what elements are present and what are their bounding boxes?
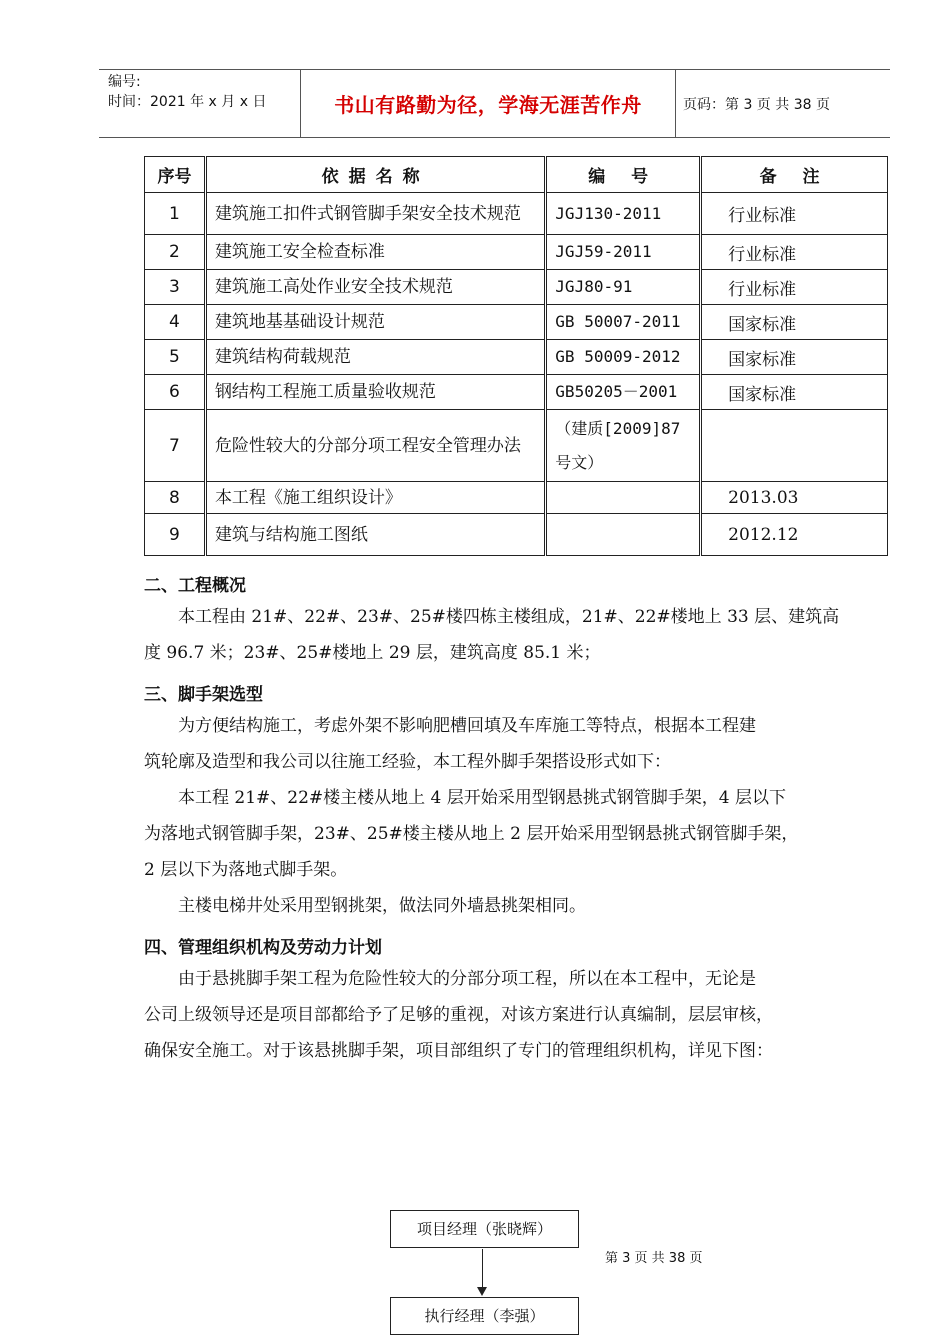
row-remark: 行业标准 <box>701 270 888 305</box>
paragraph-line: 本工程 21#、22#楼主楼从地上 4 层开始采用型钢悬挑式钢管脚手架，4 层以下 <box>178 788 786 808</box>
table-row <box>145 514 888 556</box>
reference-table <box>144 156 888 556</box>
row-name: 危险性较大的分部分项工程安全管理办法 <box>205 410 545 482</box>
paragraph-line: 筑轮廓及造型和我公司以往施工经验，本工程外脚手架搭设形式如下： <box>144 752 671 772</box>
section-title: 三、脚手架选型 <box>144 685 263 705</box>
row-name: 钢结构工程施工质量验收规范 <box>205 375 545 410</box>
table-row <box>145 340 888 375</box>
paragraph-line: 度 96.7 米；23#、25#楼地上 29 层，建筑高度 85.1 米； <box>144 643 601 663</box>
row-no: 4 <box>145 305 206 340</box>
row-name: 建筑施工扣件式钢管脚手架安全技术规范 <box>205 193 545 235</box>
row-no: 3 <box>145 270 206 305</box>
row-code: JGJ80-91 <box>546 270 701 305</box>
row-remark: 国家标准 <box>701 375 888 410</box>
row-name: 建筑与结构施工图纸 <box>205 514 545 556</box>
table-header-row <box>145 157 888 193</box>
section-title: 二、工程概况 <box>144 576 246 596</box>
row-name: 建筑施工高处作业安全技术规范 <box>205 270 545 305</box>
header-meta <box>108 72 266 112</box>
row-no: 5 <box>145 340 206 375</box>
section-paragraph <box>144 599 864 671</box>
header-page-info: 页码：第 3 页 共 38 页 <box>683 96 830 113</box>
org-box-executive-manager: 执行经理（李强） <box>390 1297 579 1335</box>
row-code: GB 50007-2011 <box>546 305 701 340</box>
header-slogan: 书山有路勤为径，学海无涯苦作舟 <box>334 93 642 117</box>
section-paragraph <box>144 708 864 924</box>
org-box-project-manager: 项目经理（张晓辉） <box>390 1210 579 1248</box>
table-row <box>145 375 888 410</box>
row-name: 建筑地基基础设计规范 <box>205 305 545 340</box>
row-code: GB50205－2001 <box>546 375 701 410</box>
header-divider <box>675 70 676 137</box>
page-header <box>99 69 890 138</box>
paragraph-line: 为方便结构施工，考虑外架不影响肥槽回填及车库施工等特点，根据本工程建 <box>178 716 756 736</box>
row-name: 本工程《施工组织设计》 <box>205 482 545 514</box>
col-header-no: 序号 <box>145 157 206 193</box>
row-code <box>546 514 701 556</box>
arrow-down-icon <box>477 1287 487 1296</box>
section-title: 四、管理组织机构及劳动力计划 <box>144 938 382 958</box>
row-remark: 国家标准 <box>701 340 888 375</box>
col-header-name: 依据名称 <box>205 157 545 193</box>
table-row <box>145 270 888 305</box>
row-no: 9 <box>145 514 206 556</box>
row-no: 1 <box>145 193 206 235</box>
paragraph-line: 确保安全施工。对于该悬挑脚手架，项目部组织了专门的管理组织机构，详见下图： <box>144 1041 773 1061</box>
col-header-code: 编 号 <box>546 157 701 193</box>
row-code: JGJ59-2011 <box>546 235 701 270</box>
row-code: （建质[2009]87号文） <box>546 410 701 482</box>
table-row <box>145 410 888 482</box>
row-remark <box>701 410 888 482</box>
row-remark: 行业标准 <box>701 193 888 235</box>
row-name: 建筑施工安全检查标准 <box>205 235 545 270</box>
paragraph-line: 主楼电梯井处采用型钢挑架，做法同外墙悬挑架相同。 <box>178 896 586 916</box>
org-connector-line <box>482 1249 483 1289</box>
row-remark: 行业标准 <box>701 235 888 270</box>
row-remark: 国家标准 <box>701 305 888 340</box>
footer-page-number: 第 3 页 共 38 页 <box>605 1251 703 1266</box>
row-no: 8 <box>145 482 206 514</box>
row-code: GB 50009-2012 <box>546 340 701 375</box>
header-code-label: 编号: <box>108 74 141 90</box>
table-row <box>145 193 888 235</box>
row-no: 6 <box>145 375 206 410</box>
col-header-remark: 备 注 <box>701 157 888 193</box>
table-row <box>145 482 888 514</box>
row-no: 2 <box>145 235 206 270</box>
paragraph-line: 2 层以下为落地式脚手架。 <box>144 860 348 880</box>
row-code <box>546 482 701 514</box>
section-paragraph <box>144 961 864 1069</box>
paragraph-line: 公司上级领导还是项目部都给予了足够的重视，对该方案进行认真编制，层层审核， <box>144 1005 773 1025</box>
row-remark: 2013.03 <box>701 482 888 514</box>
header-time-label: 时间：2021 年 x 月 x 日 <box>108 94 267 110</box>
table-row <box>145 305 888 340</box>
paragraph-line: 由于悬挑脚手架工程为危险性较大的分部分项工程，所以在本工程中，无论是 <box>178 969 756 989</box>
row-remark: 2012.12 <box>701 514 888 556</box>
paragraph-line: 为落地式钢管脚手架，23#、25#楼主楼从地上 2 层开始采用型钢悬挑式钢管脚手架， <box>144 824 799 844</box>
paragraph-line: 本工程由 21#、22#、23#、25#楼四栋主楼组成，21#、22#楼地上 33 层、建筑高 <box>178 607 840 627</box>
table-row <box>145 235 888 270</box>
row-code: JGJ130-2011 <box>546 193 701 235</box>
row-name: 建筑结构荷载规范 <box>205 340 545 375</box>
row-no: 7 <box>145 410 206 482</box>
